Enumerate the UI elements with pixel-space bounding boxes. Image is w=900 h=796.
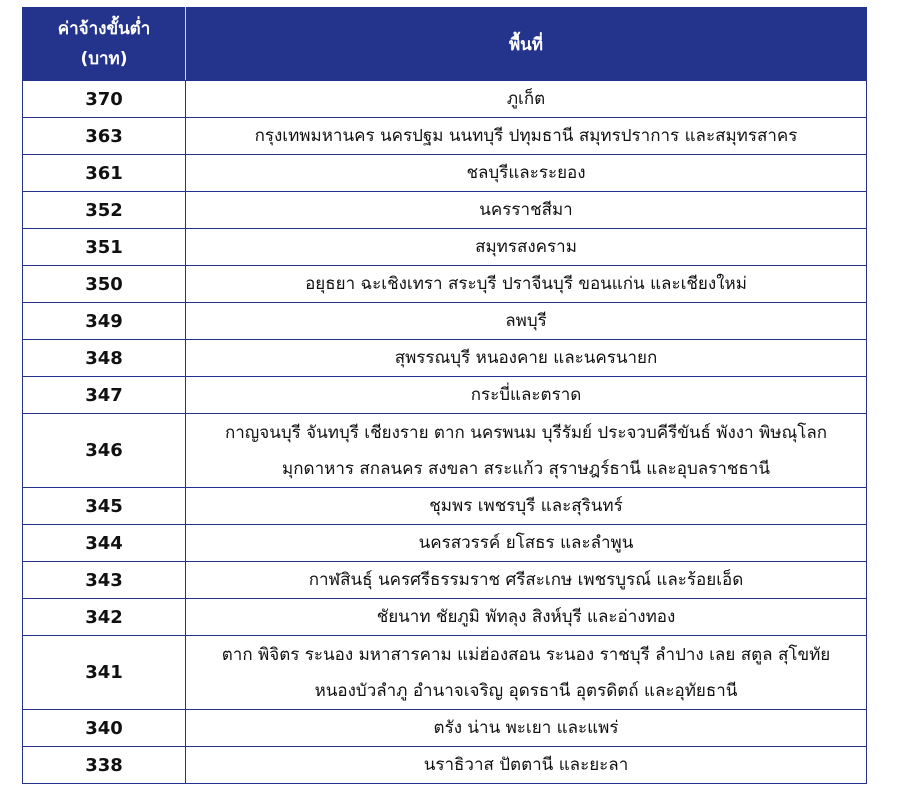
wage-cell: 340 bbox=[23, 710, 186, 747]
minimum-wage-table bbox=[22, 7, 867, 784]
wage-cell: 363 bbox=[23, 118, 186, 155]
wage-cell: 345 bbox=[23, 488, 186, 525]
header-area: พื้นที่ bbox=[186, 8, 867, 81]
area-line: ตรัง น่าน พะเยา และแพร่ bbox=[433, 718, 619, 738]
table-row bbox=[23, 562, 867, 599]
area-cell bbox=[186, 266, 867, 303]
area-line: กรุงเทพมหานคร นครปฐม นนทบุรี ปทุมธานี สมุทรปราการ และสมุทรสาคร bbox=[254, 126, 798, 146]
wage-cell: 342 bbox=[23, 599, 186, 636]
table-row bbox=[23, 747, 867, 784]
area-cell bbox=[186, 303, 867, 340]
header-wage-line1: ค่าจ้างขั้นต่ำ bbox=[57, 19, 151, 39]
table-row bbox=[23, 414, 867, 488]
table-row bbox=[23, 377, 867, 414]
table-row bbox=[23, 155, 867, 192]
area-line: ตาก พิจิตร ระนอง มหาสารคาม แม่ฮ่องสอน ระนอง ราชบุรี ลำปาง เลย สตูล สุโขทัย bbox=[221, 644, 831, 665]
table-header-row bbox=[23, 8, 867, 81]
wage-cell: 350 bbox=[23, 266, 186, 303]
table-row bbox=[23, 192, 867, 229]
table-row bbox=[23, 81, 867, 118]
wage-cell: 347 bbox=[23, 377, 186, 414]
area-cell bbox=[186, 229, 867, 266]
area-cell bbox=[186, 488, 867, 525]
wage-cell: 344 bbox=[23, 525, 186, 562]
table-row bbox=[23, 636, 867, 710]
wage-cell: 351 bbox=[23, 229, 186, 266]
area-line: หนองบัวลำภู อำนาจเจริญ อุดรธานี อุตรดิตถ์ และอุทัยธานี bbox=[314, 680, 738, 701]
wage-cell: 343 bbox=[23, 562, 186, 599]
area-line: นครราชสีมา bbox=[479, 200, 573, 220]
area-line: มุกดาหาร สกลนคร สงขลา สระแก้ว สุราษฎร์ธานี และอุบลราชธานี bbox=[282, 458, 770, 479]
wage-cell: 361 bbox=[23, 155, 186, 192]
area-line: นครสวรรค์ ยโสธร และลำพูน bbox=[418, 533, 634, 553]
area-line: อยุธยา ฉะเชิงเทรา สระบุรี ปราจีนบุรี ขอนแก่น และเชียงใหม่ bbox=[305, 274, 747, 294]
area-cell bbox=[186, 118, 867, 155]
table-row bbox=[23, 340, 867, 377]
header-wage bbox=[23, 8, 186, 81]
wage-cell: 349 bbox=[23, 303, 186, 340]
area-line: นราธิวาส ปัตตานี และยะลา bbox=[423, 755, 629, 775]
wage-table-container bbox=[22, 7, 866, 784]
table-row bbox=[23, 303, 867, 340]
table-row bbox=[23, 229, 867, 266]
area-cell bbox=[186, 155, 867, 192]
wage-cell: 338 bbox=[23, 747, 186, 784]
area-cell bbox=[186, 636, 867, 710]
area-cell bbox=[186, 562, 867, 599]
area-cell bbox=[186, 81, 867, 118]
area-line: กาญจนบุรี จันทบุรี เชียงราย ตาก นครพนม บุรีรัมย์ ประจวบคีรีขันธ์ พังงา พิษณุโลก bbox=[224, 422, 828, 443]
area-cell bbox=[186, 525, 867, 562]
area-cell bbox=[186, 599, 867, 636]
table-row bbox=[23, 488, 867, 525]
wage-cell: 341 bbox=[23, 636, 186, 710]
area-cell bbox=[186, 710, 867, 747]
area-line: สมุทรสงคราม bbox=[475, 237, 577, 257]
area-line: ชัยนาท ชัยภูมิ พัทลุง สิงห์บุรี และอ่างทอง bbox=[376, 607, 676, 627]
area-line: กาฬสินธุ์ นครศรีธรรมราช ศรีสะเกษ เพชรบูรณ์ และร้อยเอ็ด bbox=[308, 570, 744, 590]
area-cell bbox=[186, 192, 867, 229]
wage-cell: 346 bbox=[23, 414, 186, 488]
table-row bbox=[23, 266, 867, 303]
area-cell bbox=[186, 414, 867, 488]
wage-cell: 370 bbox=[23, 81, 186, 118]
area-line: สุพรรณบุรี หนองคาย และนครนายก bbox=[394, 348, 658, 368]
area-line: ลพบุรี bbox=[505, 311, 547, 331]
wage-cell: 352 bbox=[23, 192, 186, 229]
table-body bbox=[23, 81, 867, 784]
table-row bbox=[23, 118, 867, 155]
header-wage-line2: (บาท) bbox=[80, 49, 128, 69]
area-line: ภูเก็ต bbox=[506, 89, 546, 109]
area-line: ชุมพร เพชรบุรี และสุรินทร์ bbox=[429, 496, 623, 516]
wage-cell: 348 bbox=[23, 340, 186, 377]
table-row bbox=[23, 525, 867, 562]
table-row bbox=[23, 710, 867, 747]
area-line: กระบี่และตราด bbox=[470, 385, 582, 405]
area-cell bbox=[186, 747, 867, 784]
area-cell bbox=[186, 377, 867, 414]
table-row bbox=[23, 599, 867, 636]
area-cell bbox=[186, 340, 867, 377]
area-line: ชลบุรีและระยอง bbox=[466, 163, 586, 183]
